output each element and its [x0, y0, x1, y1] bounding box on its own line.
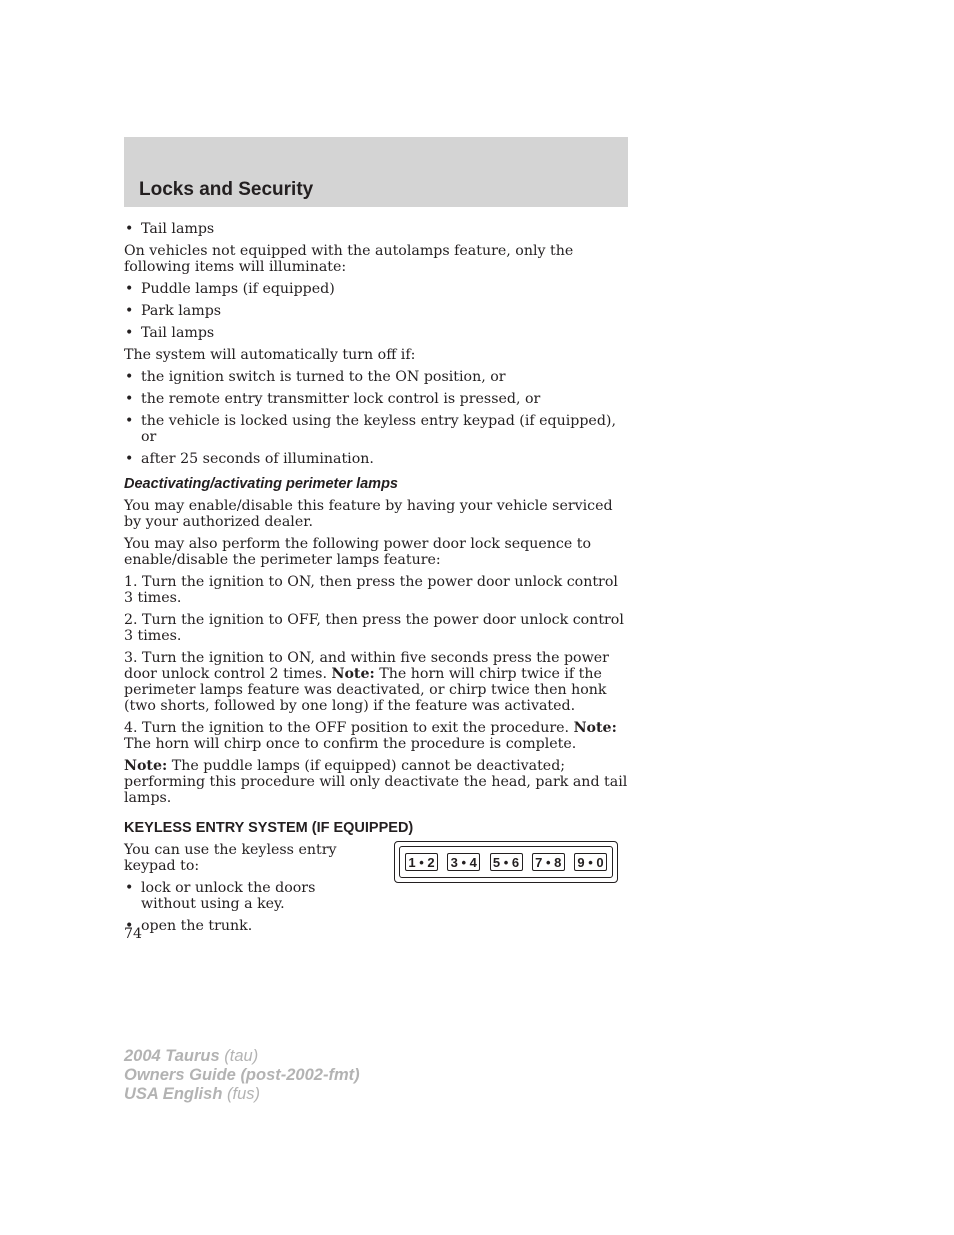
- keypad-key-7-8: 7 • 8: [532, 853, 565, 871]
- footer-line-3: [124, 1085, 360, 1104]
- document-footer: [124, 1047, 360, 1104]
- page-content: [124, 221, 629, 940]
- step-1: 1. Turn the ignition to ON, then press the power door unlock control 3 times.: [124, 574, 618, 606]
- step-3-note-text: The horn will chirp twice if the perimeter lamps feature was deactivated, or chirp twice then honk (two shorts, followed by one long) if the feature was activated.: [124, 666, 607, 714]
- footer-language: USA English: [124, 1085, 223, 1103]
- list-item: • the remote entry transmitter lock control is pressed, or: [124, 391, 629, 407]
- list-item: • after 25 seconds of illumination.: [124, 451, 629, 467]
- list-item: • Tail lamps: [124, 221, 629, 237]
- paragraph: You can use the keyless entry keypad to:: [124, 842, 337, 874]
- keypad-key-3-4: 3 • 4: [447, 853, 480, 871]
- section-header-band: [124, 137, 628, 207]
- subheading: Deactivating/activating perimeter lamps: [124, 476, 398, 492]
- keypad-key-1-2: 1 • 2: [405, 853, 438, 871]
- section-heading: KEYLESS ENTRY SYSTEM (IF EQUIPPED): [124, 820, 414, 836]
- list-item: • Park lamps: [124, 303, 629, 319]
- keypad-key-5-6: 5 • 6: [490, 853, 523, 871]
- footer-line-1: [124, 1047, 360, 1066]
- list-item: • Puddle lamps (if equipped): [124, 281, 629, 297]
- paragraph: On vehicles not equipped with the autolamps feature, only the following items will illuminate:: [124, 243, 574, 275]
- page-number: 74: [124, 926, 143, 942]
- note-paragraph: [124, 758, 629, 806]
- footer-language-code: (fus): [227, 1085, 260, 1103]
- note-label: Note:: [331, 666, 375, 682]
- keypad-illustration: [394, 841, 618, 883]
- list-item: • open the trunk.: [124, 918, 374, 934]
- note-text: The puddle lamps (if equipped) cannot be deactivated; performing this procedure will only deactivate the head, park and tail lamps.: [124, 758, 628, 806]
- footer-line-2: [124, 1066, 360, 1085]
- keypad-key-9-0: 9 • 0: [574, 853, 607, 871]
- step-3-text: 3. Turn the ignition to ON, and within five seconds press the power door unlock control 2 times.: [124, 650, 609, 682]
- footer-model: 2004 Taurus: [124, 1047, 220, 1065]
- list-item: • Tail lamps: [124, 325, 629, 341]
- footer-guide: Owners Guide (post-2002-fmt): [124, 1066, 360, 1084]
- list-item: • the ignition switch is turned to the ON position, or: [124, 369, 629, 385]
- note-label: Note:: [573, 720, 617, 736]
- list-item: • the vehicle is locked using the keyless entry keypad (if equipped), or: [124, 413, 629, 445]
- list-item: • lock or unlock the doors without using a key.: [124, 880, 374, 912]
- keypad-frame: [399, 846, 613, 878]
- keyless-section: [124, 842, 629, 934]
- step-2: 2. Turn the ignition to OFF, then press the power door unlock control 3 times.: [124, 612, 624, 644]
- step-3: [124, 650, 629, 714]
- step-4-text: 4. Turn the ignition to the OFF position to exit the procedure.: [124, 720, 570, 736]
- section-title: Locks and Security: [139, 179, 314, 200]
- step-4-note-text: The horn will chirp once to confirm the procedure is complete.: [124, 736, 577, 752]
- keyless-text: [124, 842, 374, 934]
- paragraph: The system will automatically turn off if:: [124, 347, 416, 363]
- paragraph: You may also perform the following power door lock sequence to enable/disable the perimeter lamps feature:: [124, 536, 592, 568]
- footer-model-code: (tau): [224, 1047, 259, 1065]
- note-label: Note:: [124, 758, 168, 774]
- step-4: [124, 720, 629, 752]
- paragraph: You may enable/disable this feature by having your vehicle serviced by your authorized dealer.: [124, 498, 613, 530]
